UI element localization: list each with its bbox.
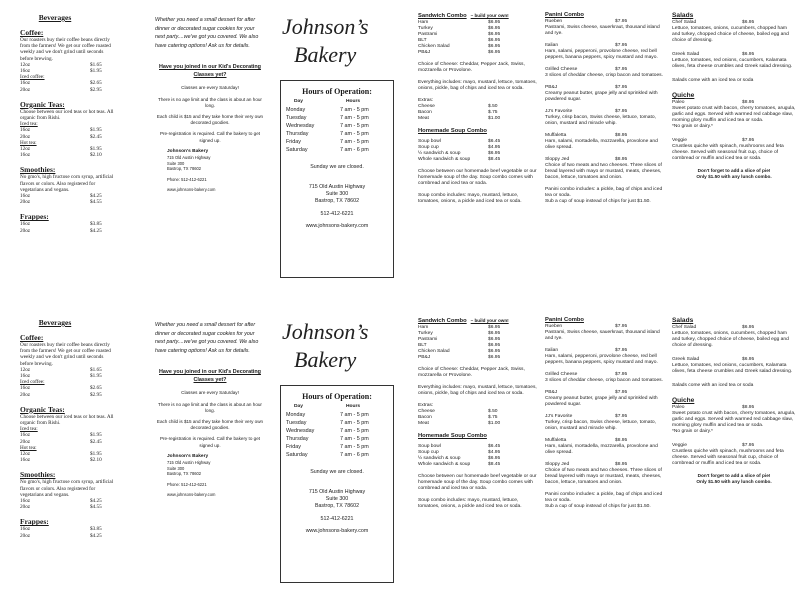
item-description: Lettuce, tomatoes, red onions, cucumbers, Kalamata olives, feta cheese crumbles and Greek salad dressing.: [672, 58, 793, 69]
soup-sub-note: Sub a cup of soup instead of chips for just $1.50.: [545, 199, 651, 204]
menu-item: BLT $6.95: [418, 38, 501, 43]
soup-description: Choose between our homemade beef vegetable or our homemade soup of the day. Soup combo comes with cornbread and iced tea or soda.: [418, 474, 537, 491]
hours-row: Monday 7 am - 5 pm: [286, 107, 369, 113]
item-note: *No grain or dairy.*: [672, 124, 713, 129]
price-row: 16oz $2.65: [20, 80, 102, 87]
closed-note: Sunday we are closed.: [310, 469, 364, 475]
cover-city: Bastrop, TX 78602: [314, 502, 360, 509]
price-row: 20oz $4.55: [20, 199, 102, 206]
item-description: Lettuce, tomatoes, onions, cucumbers, chopped ham and turkey, chopped choice of cheese, boiled egg and choice of dressing.: [672, 26, 789, 43]
menu-item: ½ sandwich & soup $6.95: [418, 456, 501, 461]
quiche-heading: Quiche: [672, 397, 695, 404]
menu-item: Grilled Cheese $7.95: [545, 67, 628, 72]
menu-item: Greek Salad $6.95: [672, 357, 755, 362]
item-note: *No grain or dairy.*: [672, 429, 713, 434]
price-row: 20oz $2.95: [20, 86, 102, 93]
cover-street: 715 Old Austin Highway: [308, 184, 366, 190]
item-description: Choice of two meats and two cheeses. Three slices of bread layered with mayo or mustard, meats, cheeses, bacon, lettuce, tomatoes and onion.: [545, 468, 662, 485]
menu-item: ½ sandwich & soup $6.95: [418, 151, 501, 156]
hours-row: Thursday 7 am - 5 pm: [286, 131, 369, 137]
panini-column: [545, 0, 665, 295]
item-description: Ham, salami, pepperoni, provolone cheese, red bell peppers, banana peppers, spicy mustard and mayo.: [545, 354, 658, 365]
menu-item: Pastrami $6.95: [418, 32, 501, 37]
beverages-column: [20, 0, 115, 295]
menu-item: Grilled Cheese $7.95: [545, 372, 628, 377]
promo-column: [155, 305, 265, 600]
website: www.johnsons-bakery.com: [167, 186, 216, 192]
menu-item: Soup cup $4.95: [418, 145, 501, 150]
hot-tea-label: Hot tea:: [20, 139, 37, 146]
price-row: 12oz $1.65: [20, 61, 102, 68]
price-row: 20oz $4.25: [20, 532, 102, 539]
classes-paragraph: Each child is $15 and they take home their very own decorated goodies.: [156, 418, 264, 431]
menu-item: Muffaletta $8.95: [545, 438, 628, 443]
item-description: Lettuce, tomatoes, onions, cucumbers, chopped ham and turkey, chopped choice of cheese, boiled egg and choice of dressing.: [672, 331, 789, 348]
hours-header: Day Hours: [294, 404, 361, 409]
hours-row: Tuesday 7 am - 5 pm: [286, 420, 369, 426]
price-row: 16oz $4.25: [20, 193, 102, 200]
extra-item: Meat $1.00: [418, 116, 501, 121]
price-row: 16oz $2.65: [20, 385, 102, 392]
salads-note: Salads come with an iced tea or soda: [672, 78, 754, 83]
menu-item: PB&J $7.95: [545, 85, 628, 90]
price-row: 20oz $2.95: [20, 391, 102, 398]
menu-item: Turkey $6.95: [418, 26, 501, 31]
item-description: 3 slices of cheddar cheese, crisp bacon and tomatoes.: [545, 378, 663, 383]
bakery-address: [167, 454, 265, 498]
bakery-name: Johnson's Bakery: [167, 453, 209, 459]
city: Bastrop, TX 78602: [167, 166, 202, 172]
menu-item: Italian $7.95: [545, 43, 628, 48]
item-description: Ham, salami, mortadella, mozzarella, provolone and olive spread.: [545, 139, 658, 150]
website: www.johnsons-bakery.com: [167, 491, 216, 497]
menu-item: Chef Salad $6.95: [672, 20, 755, 25]
street: 715 Old Austin Highway: [167, 155, 211, 161]
street: 715 Old Austin Highway: [167, 460, 211, 466]
teas-description: Choose between our iced teas or hot teas. All organic from Rishi.: [20, 413, 114, 427]
suite: Suite 300: [167, 160, 185, 166]
menu-item: PB&J $6.95: [418, 50, 501, 55]
cheese-choice: Choice of Cheese: Cheddar, Pepper Jack, Swiss, mozzarella or Provolone.: [418, 367, 525, 378]
hours-box: [280, 80, 394, 278]
organic-teas-heading: Organic Teas:: [20, 404, 65, 414]
menu-item: Rueben $7.95: [545, 19, 628, 24]
quiche-heading: Quiche: [672, 92, 695, 99]
extra-item: Cheese $.50: [418, 104, 498, 109]
menu-item: Soup cup $4.95: [418, 450, 501, 455]
menu-page-top: [0, 0, 800, 295]
menu-item: BLT $6.95: [418, 343, 501, 348]
classes-paragraph: Each child is $15 and they take home their very own decorated goodies.: [156, 113, 264, 126]
phone: Phone: 512-412-6221: [167, 481, 207, 487]
cover-suite: Suite 300: [325, 495, 349, 502]
price-row: 16oz $1.95: [20, 373, 102, 380]
closed-note: Sunday we are closed.: [310, 164, 364, 170]
price-row: 20oz $4.55: [20, 504, 102, 511]
price-row: 12oz $1.95: [20, 146, 102, 153]
price-row: 16oz $2.10: [20, 152, 102, 159]
menu-item: Muffaletta $8.95: [545, 133, 628, 138]
menu-item: Soup bowl $6.45: [418, 444, 501, 449]
cover-phone: 512-412-6221: [320, 210, 354, 217]
item-description: Crustless quiche with spinach, mushrooms and feta cheese. Served with seasonal fruit cup, choice of cornbread or muffin and iced tea or soda.: [672, 449, 784, 466]
menu-item: Veggie $7.95: [672, 443, 755, 448]
hours-row: Saturday 7 am - 6 pm: [286, 452, 369, 458]
hours-title: Hours of Operation:: [302, 392, 372, 401]
sandwich-heading: Sandwich Combo – build your own!: [418, 13, 509, 19]
suite: Suite 300: [167, 465, 185, 471]
item-description: Creamy peanut butter, grape jelly and sprinkled with powdered sugar.: [545, 91, 658, 102]
menu-page-bottom: [0, 305, 800, 600]
menu-item: Sloppy Jed $8.95: [545, 462, 628, 467]
sandwich-includes: Everything includes: mayo, mustard, lettuce, tomatoes, onions, pickle, bag of chips and iced tea or soda.: [418, 80, 537, 91]
salads-note: Salads come with an iced tea or soda: [672, 383, 754, 388]
bakery-address: [167, 149, 265, 193]
menu-item: Italian $7.95: [545, 348, 628, 353]
menu-item: Sloppy Jed $8.95: [545, 157, 628, 162]
menu-item: PB&J $7.95: [545, 390, 628, 395]
hours-row: Monday 7 am - 5 pm: [286, 412, 369, 418]
price-row: 20oz $4.25: [20, 227, 102, 234]
sandwich-heading: Sandwich Combo – build your own!: [418, 318, 509, 324]
cover-website: www.johnsons-bakery.com: [305, 527, 369, 534]
menu-item: Whole sandwich & soup $8.45: [418, 462, 501, 467]
item-description: Choice of two meats and two cheeses. Three slices of bread layered with mayo or mustard, meats, cheeses, bacon, lettuce, tomatoes and onion.: [545, 163, 662, 180]
frappes-heading: Frappes:: [20, 517, 49, 527]
salads-heading: Salads: [672, 12, 694, 19]
cover-suite: Suite 300: [325, 190, 349, 197]
item-description: Lettuce, tomatoes, red onions, cucumbers, Kalamata olives, feta cheese crumbles and Greek salad dressing.: [672, 363, 793, 374]
logo-bakery: Bakery: [294, 42, 357, 67]
price-row: 16oz $3.85: [20, 221, 102, 228]
hours-row: Thursday 7 am - 5 pm: [286, 436, 369, 442]
pie-promo: Don't forget to add a slice of pie! Only $1.50 with any lunch combo.: [696, 473, 772, 484]
menu-item: Chicken Salad $6.95: [418, 349, 501, 354]
salads-heading: Salads: [672, 317, 694, 324]
price-row: 16oz $1.95: [20, 68, 102, 75]
classes-paragraph: There is no age limit and the class is about an hour long.: [158, 96, 262, 108]
item-description: Ham, salami, mortadella, mozzarella, provolone and olive spread.: [545, 444, 658, 455]
cover-city: Bastrop, TX 78602: [314, 197, 360, 204]
smoothies-description: No gmo's, high fructose corn syrup, artificial flavors or colors. Also registered for vegetarians and vegans.: [20, 479, 114, 498]
item-description: Sweet potato crust with bacon, cherry tomatoes, arugula, garlic and eggs. Served with warmed red cabbage slaw, morning glory muffin and iced tea or soda.: [672, 106, 796, 123]
panini-heading: Panini Combo: [545, 12, 584, 18]
price-row: 16oz $2.10: [20, 457, 102, 464]
coffee-description: Our roasters buy their coffee beans directly from the farmers! We get our coffee roasted weekly and we don't grind until seconds before brewing.: [20, 342, 111, 367]
menu-item: Whole sandwich & soup $8.45: [418, 157, 501, 162]
sandwich-includes: Everything includes: mayo, mustard, lettuce, tomatoes, onions, pickle, bag of chips and iced tea or soda.: [418, 385, 537, 396]
pie-promo: Don't forget to add a slice of pie! Only $1.50 with any lunch combo.: [696, 168, 772, 179]
smoothies-heading: Smoothies:: [20, 165, 56, 175]
kids-classes-title: Have you joined in our Kid's Decorating Classes yet?: [159, 369, 261, 383]
promo-column: [155, 0, 265, 295]
salads-quiche-column: [672, 0, 796, 295]
sandwich-soup-column: [418, 305, 540, 600]
city: Bastrop, TX 78602: [167, 471, 202, 477]
menu-item: JJ's Favorite $7.95: [545, 414, 628, 419]
logo-johnsons: Johnson’s: [282, 14, 369, 39]
beverages-title: Beverages: [38, 318, 72, 327]
catering-intro: Whether you need a small dessert for after dinner or decorated sugar cookies for your next party....we've got you covered. We also have catering options! Ask us for details.: [155, 17, 259, 49]
panini-includes: Panini combo includes: a pickle, bag of chips and iced tea or soda.: [545, 187, 663, 198]
price-row: 16oz $1.95: [20, 127, 102, 134]
cover-website: www.johnsons-bakery.com: [305, 222, 369, 229]
iced-coffee-label: Iced coffee:: [20, 379, 45, 386]
cover-phone: 512-412-6221: [320, 515, 354, 522]
menu-item: Ham $6.95: [418, 20, 501, 25]
item-description: Ham, salami, pepperoni, provolone cheese, red bell peppers, banana peppers, spicy mustard and mayo.: [545, 49, 658, 60]
extra-item: Cheese $.50: [418, 409, 498, 414]
extra-item: Meat $1.00: [418, 421, 501, 426]
item-description: Creamy peanut butter, grape jelly and sprinkled with powdered sugar.: [545, 396, 658, 407]
hours-header: Day Hours: [294, 99, 361, 104]
kids-classes-title: Have you joined in our Kid's Decorating Classes yet?: [159, 64, 261, 78]
price-row: 16oz $3.85: [20, 526, 102, 533]
price-row: 20oz $2.45: [20, 438, 102, 445]
extras-label: Extras:: [418, 403, 434, 408]
item-description: Pastrami, Swiss cheese, sauerkraut, thousand island and rye.: [545, 330, 660, 341]
classes-paragraph: Pre-registration is required. Call the bakery to get signed up.: [159, 436, 261, 448]
hours-row: Friday 7 am - 5 pm: [286, 444, 369, 450]
panini-column: [545, 305, 665, 600]
extra-item: Bacon $.75: [418, 110, 498, 115]
menu-item: Paleo $8.95: [672, 405, 755, 410]
classes-paragraph: There is no age limit and the class is about an hour long.: [158, 401, 262, 413]
menu-item: Ham $6.95: [418, 325, 501, 330]
menu-item: Soup bowl $6.45: [418, 139, 501, 144]
hot-tea-label: Hot tea:: [20, 444, 37, 451]
extra-item: Bacon $.75: [418, 415, 498, 420]
coffee-description: Our roasters buy their coffee beans directly from the farmers! We get our coffee roasted weekly and we don't grind until seconds before brewing.: [20, 37, 111, 62]
item-description: Crustless quiche with spinach, mushrooms and feta cheese. Served with seasonal fruit cup, choice of cornbread or muffin and iced tea or soda.: [672, 144, 784, 161]
price-row: 20oz $2.45: [20, 133, 102, 140]
item-description: Pastrami, Swiss cheese, sauerkraut, thousand island and rye.: [545, 25, 660, 36]
smoothies-heading: Smoothies:: [20, 470, 56, 480]
soup-heading: Homemade Soup Combo: [418, 433, 487, 439]
classes-paragraph: Pre-registration is required. Call the bakery to get signed up.: [159, 131, 261, 143]
panini-includes: Panini combo includes: a pickle, bag of chips and iced tea or soda.: [545, 492, 663, 503]
item-description: Turkey, crisp bacon, Swiss cheese, lettuce, tomato, onion, mustard and miracle whip.: [545, 420, 656, 431]
hours-row: Friday 7 am - 5 pm: [286, 139, 369, 145]
hours-row: Wednesday 7 am - 5 pm: [286, 428, 369, 434]
price-row: 12oz $1.95: [20, 451, 102, 458]
hours-title: Hours of Operation:: [302, 87, 372, 96]
classes-paragraph: Classes are every Saturday!: [181, 85, 239, 91]
menu-item: PB&J $6.95: [418, 355, 501, 360]
soup-includes: Soup combo includes: mayo, mustard, lettuce, tomatoes, onions, a pickle and iced tea or soda.: [418, 193, 522, 204]
hours-row: Tuesday 7 am - 5 pm: [286, 115, 369, 121]
menu-item: Veggie $7.95: [672, 138, 755, 143]
salads-quiche-column: [672, 305, 796, 600]
item-description: 3 slices of cheddar cheese, crisp bacon and tomatoes.: [545, 73, 663, 78]
teas-description: Choose between our iced teas or hot teas. All organic from Rishi.: [20, 108, 114, 122]
menu-item: Rueben $7.95: [545, 324, 628, 329]
soup-heading: Homemade Soup Combo: [418, 128, 487, 134]
soup-description: Choose between our homemade beef vegetable or our homemade soup of the day. Soup combo comes with cornbread and iced tea or soda.: [418, 169, 537, 186]
cover-column: [280, 305, 394, 600]
logo-johnsons: Johnson’s: [282, 319, 369, 344]
cheese-choice: Choice of Cheese: Cheddar, Pepper Jack, Swiss, mozzarella or Provolone.: [418, 62, 525, 73]
price-row: 12oz $1.65: [20, 366, 102, 373]
frappes-heading: Frappes:: [20, 212, 49, 222]
iced-tea-label: Iced tea:: [20, 121, 38, 128]
hours-row: Saturday 7 am - 6 pm: [286, 147, 369, 153]
cover-column: [280, 0, 394, 295]
sandwich-soup-column: [418, 0, 540, 295]
smoothies-description: No gmo's, high fructose corn syrup, artificial flavors or colors. Also registered for vegetarians and vegans.: [20, 174, 114, 193]
item-description: Turkey, crisp bacon, Swiss cheese, lettuce, tomato, onion, mustard and miracle whip.: [545, 115, 656, 126]
menu-item: Turkey $6.95: [418, 331, 501, 336]
beverages-column: [20, 305, 115, 600]
panini-heading: Panini Combo: [545, 317, 584, 323]
menu-item: Chicken Salad $6.95: [418, 44, 501, 49]
iced-coffee-label: Iced coffee:: [20, 74, 45, 81]
phone: Phone: 512-412-6221: [167, 176, 207, 182]
hours-box: [280, 385, 394, 583]
menu-item: Greek Salad $6.95: [672, 52, 755, 57]
menu-item: JJ's Favorite $7.95: [545, 109, 628, 114]
extras-label: Extras:: [418, 98, 434, 103]
coffee-heading: Coffee:: [20, 333, 44, 342]
coffee-heading: Coffee:: [20, 28, 44, 37]
menu-item: Paleo $8.95: [672, 100, 755, 105]
cover-street: 715 Old Austin Highway: [308, 489, 366, 495]
price-row: 16oz $4.25: [20, 498, 102, 505]
item-description: Sweet potato crust with bacon, cherry tomatoes, arugula, garlic and eggs. Served with warmed red cabbage slaw, morning glory muffin and iced tea or soda.: [672, 411, 796, 428]
logo-bakery: Bakery: [294, 347, 357, 372]
menu-item: Chef Salad $6.95: [672, 325, 755, 330]
soup-includes: Soup combo includes: mayo, mustard, lettuce, tomatoes, onions, a pickle and iced tea or soda.: [418, 498, 522, 509]
catering-intro: Whether you need a small dessert for after dinner or decorated sugar cookies for your next party....we've got you covered. We also have catering options! Ask us for details.: [155, 322, 259, 354]
beverages-title: Beverages: [38, 13, 72, 22]
classes-paragraph: Classes are every Saturday!: [181, 390, 239, 396]
hours-row: Wednesday 7 am - 5 pm: [286, 123, 369, 129]
iced-tea-label: Iced tea:: [20, 426, 38, 433]
price-row: 16oz $1.95: [20, 432, 102, 439]
soup-sub-note: Sub a cup of soup instead of chips for just $1.50.: [545, 504, 651, 509]
bakery-name: Johnson's Bakery: [167, 148, 209, 154]
menu-item: Pastrami $6.95: [418, 337, 501, 342]
organic-teas-heading: Organic Teas:: [20, 99, 65, 109]
